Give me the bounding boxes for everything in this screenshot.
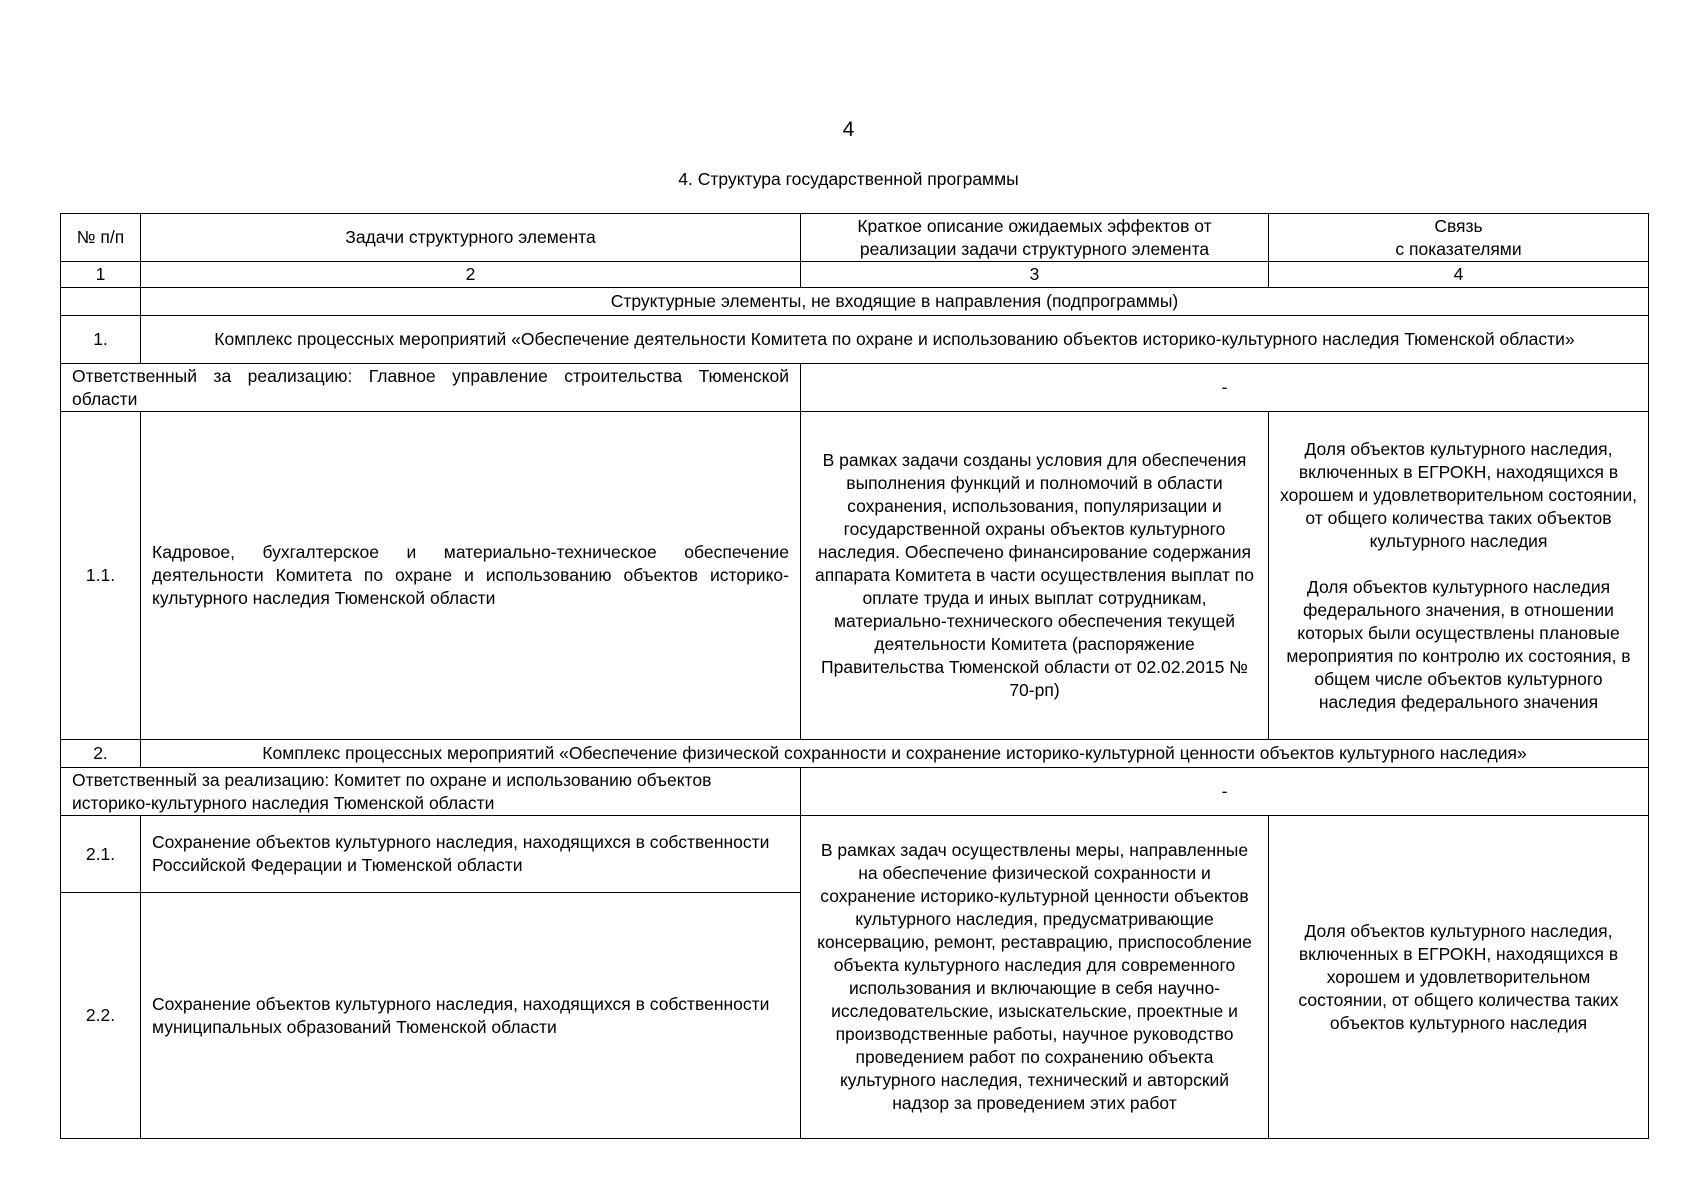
column-number-row bbox=[61, 262, 1649, 288]
complex1-responsible-value: - bbox=[801, 364, 1649, 412]
complex2-number: 2. bbox=[61, 740, 141, 768]
header-indicators: Связь с показателями bbox=[1269, 214, 1649, 262]
complex1-row bbox=[61, 316, 1649, 364]
task-1-1-indicator-1: Доля объектов культурного наследия, включенных в ЕГРОКН, находящихся в хорошем и удовлетворительном состоянии, от общего количества таких объектов культурного наследия bbox=[1280, 438, 1637, 551]
header-tasks: Задачи структурного элемента bbox=[141, 214, 801, 262]
column-number: 3 bbox=[801, 262, 1269, 288]
page-number: 4 bbox=[842, 118, 855, 141]
task-1-1-number: 1.1. bbox=[61, 412, 141, 740]
complex2-responsible-value: - bbox=[801, 768, 1649, 816]
column-number: 4 bbox=[1269, 262, 1649, 288]
complex2-responsible-row bbox=[61, 768, 1649, 816]
task-1-1-row bbox=[61, 412, 1649, 740]
complex1-responsible: Ответственный за реализацию: Главное управление строительства Тюменской области bbox=[61, 364, 801, 412]
column-number: 1 bbox=[61, 262, 141, 288]
task-1-1-effects: В рамках задачи созданы условия для обеспечения выполнения функций и полномочий в области сохранения, использования, популяризации и государственной охраны объектов культурного наследия. Обеспечено финансирование содержания аппарата Комитета в части осуществления выплат по оплате труда и иных выплат сотрудникам, материально-технического обеспечения текущей деятельности Комитета (распоряжение Правительства Тюменской области от 02.02.2015 № 70-рп) bbox=[801, 412, 1269, 740]
task-2-1-text: Сохранение объектов культурного наследия, находящихся в собственности Российской Федерации и Тюменской области bbox=[141, 816, 801, 893]
header-number: № п/п bbox=[61, 214, 141, 262]
column-number: 2 bbox=[141, 262, 801, 288]
task-1-1-text: Кадровое, бухгалтерское и материально-техническое обеспечение деятельности Комитета по охране и использованию объектов историко-культурного наследия Тюменской области bbox=[141, 412, 801, 740]
table-header-row bbox=[61, 214, 1649, 262]
section-row-number bbox=[61, 288, 141, 316]
task-1-1-indicators bbox=[1269, 412, 1649, 740]
section-row-title: Структурные элементы, не входящие в направления (подпрограммы) bbox=[141, 288, 1649, 316]
complex2-responsible: Ответственный за реализацию: Комитет по охране и использованию объектов историко-культурного наследия Тюменской области bbox=[61, 768, 801, 816]
task-2-2-text: Сохранение объектов культурного наследия, находящихся в собственности муниципальных образований Тюменской области bbox=[141, 893, 801, 1139]
tasks-2-effects: В рамках задач осуществлены меры, направленные на обеспечение физической сохранности и сохранение историко-культурной ценности объектов культурного наследия, предусматривающие консервацию, ремонт, реставрацию, приспособление объекта культурного наследия для современного использования и включающие в себя научно-исследовательские, изыскательские, проектные и производственные работы, научное руководство проведением работ по сохранению объекта культурного наследия, технический и авторский надзор за проведением этих работ bbox=[801, 816, 1269, 1139]
task-2-1-number: 2.1. bbox=[61, 816, 141, 893]
task-2-1-row bbox=[61, 816, 1649, 893]
tasks-2-indicator: Доля объектов культурного наследия, включенных в ЕГРОКН, находящихся в хорошем и удовлетворительном состоянии, от общего количества таких объектов культурного наследия bbox=[1269, 816, 1649, 1139]
complex1-responsible-row bbox=[61, 364, 1649, 412]
task-1-1-indicator-2: Доля объектов культурного наследия федерального значения, в отношении которых были осуществлены плановые мероприятия по контролю их состояния, в общем числе объектов культурного наследия федерального значения bbox=[1286, 576, 1631, 712]
complex1-title: Комплекс процессных мероприятий «Обеспечение деятельности Комитета по охране и использованию объектов историко-культурного наследия Тюменской области» bbox=[141, 316, 1649, 364]
program-structure-table bbox=[60, 213, 1649, 1139]
complex2-title: Комплекс процессных мероприятий «Обеспечение физической сохранности и сохранение историко-культурной ценности объектов культурного наследия» bbox=[141, 740, 1649, 768]
section-row bbox=[61, 288, 1649, 316]
section-title: 4. Структура государственной программы bbox=[678, 169, 1019, 189]
header-effects: Краткое описание ожидаемых эффектов от реализации задачи структурного элемента bbox=[801, 214, 1269, 262]
complex1-number: 1. bbox=[61, 316, 141, 364]
complex2-row bbox=[61, 740, 1649, 768]
task-2-2-number: 2.2. bbox=[61, 893, 141, 1139]
